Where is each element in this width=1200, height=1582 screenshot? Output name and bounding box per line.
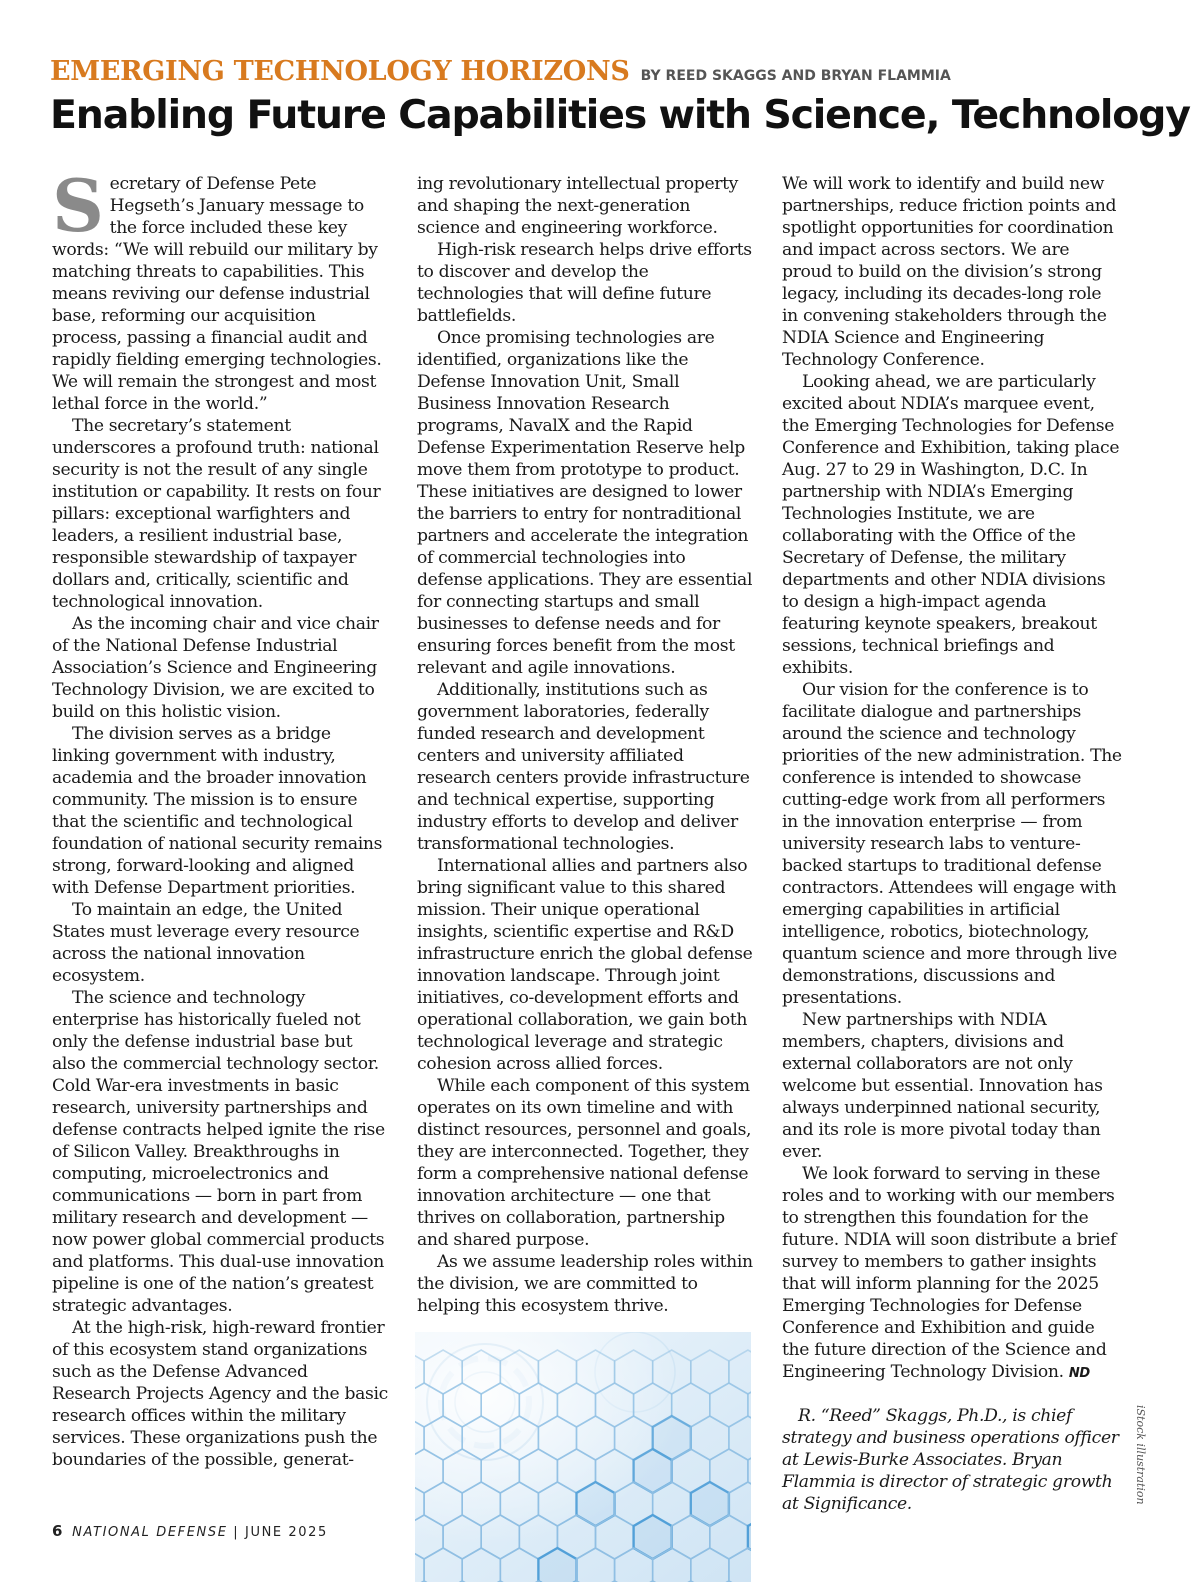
paragraph: International allies and partners also bring significant value to this shared mission. Their unique operational insights, scientific expertise and R&D infrastructure enrich the global defense innovation landscape. Through joint initiatives, co-development efforts and operational collaboration, we gain both technological leverage and strategic cohesion across allied forces. <box>417 856 753 1074</box>
kicker-row <box>50 58 1160 85</box>
paragraph: Looking ahead, we are particularly excited about NDIA’s marquee event, the Emerging Technologies for Defense Conference and Exhibition, taking place Aug. 27 to 29 in Washington, D.C. In partnership with NDIA’s Emerging Technologies Institute, we are collaborating with the Office of the Secretary of Defense, the military departments and other NDIA divisions to design a high-impact agenda featuring keynote speakers, breakout sessions, technical briefings and exhibits. <box>782 372 1120 678</box>
paragraph: High-risk research helps drive efforts to discover and develop the technologies that will define future battlefields. <box>417 240 752 326</box>
illustration-svg <box>415 1332 751 1582</box>
author-bio: R. “Reed” Skaggs, Ph.D., is chief strategy and business operations officer at Lewis-Burke Associates. Bryan Flammia is director of strategic growth at Significance. <box>782 1406 1119 1514</box>
paragraph: While each component of this system operates on its own timeline and with distinct resources, personnel and goals, they are interconnected. Together, they form a comprehensive national defense innovation architecture — one that thrives on collaboration, partnership and shared purpose. <box>417 1076 752 1250</box>
image-credit: iStock illustration <box>1134 1405 1147 1505</box>
paragraph: Secretary of Defense Pete Hegseth’s January message to the force included these key words: “We will rebuild our military by matching threats to capabilities. This means reviving our defense industrial base, reforming our acquisition process, passing a financial audit and rapidly fielding emerging technologies. We will remain the strongest and most lethal force in the world.” <box>52 163 382 414</box>
paragraph: As we assume leadership roles within the division, we are committed to helping this ecosystem thrive. <box>417 1252 753 1316</box>
article-header <box>50 56 1190 138</box>
paragraph: As the incoming chair and vice chair of the National Defense Industrial Association’s Science and Engineering Technology Division, we are excited to build on this holistic vision. <box>52 614 379 722</box>
article-column-1 <box>52 163 388 1471</box>
hexagon-shape <box>634 1449 672 1493</box>
paragraph: We look forward to serving in these roles and to working with our members to strengthen this foundation for the future. NDIA will soon distribute a brief survey to members to gather insights that will inform planning for the 2025 Emerging Technologies for Defense Conference and Exhibition and guide the future direction of the Science and Engineering Technology Division. ND <box>782 1164 1117 1382</box>
section-kicker: EMERGING TECHNOLOGY HORIZONS <box>50 56 630 87</box>
paragraph: Additionally, institutions such as government laboratories, federally funded research and development centers and university affiliated research centers provide infrastructure and technical expertise, supporting industry efforts to develop and deliver transformational technologies. <box>417 680 750 854</box>
end-mark: ND <box>1068 1366 1090 1381</box>
hexagon-shape <box>691 1482 729 1526</box>
article-column-2 <box>417 173 753 1317</box>
paragraph: We will work to identify and build new partnerships, reduce friction points and spotlight opportunities for coordination and impact across sectors. We are proud to build on the division’s strong legacy, including its decades-long role in convening stakeholders through the NDIA Science and Engineering Technology Conference. <box>782 174 1117 370</box>
page-footer <box>52 1522 328 1540</box>
paragraph: ing revolutionary intellectual property and shaping the next-generation science and engineering workforce. <box>417 174 739 238</box>
hexagon-network-illustration <box>415 1332 751 1582</box>
hexagon-shape <box>634 1515 672 1559</box>
paragraph: The science and technology enterprise has historically fueled not only the defense industrial base but also the commercial technology sector. Cold War-era investments in basic research, university partnerships and defense contracts helped ignite the rise of Silicon Valley. Breakthroughs in computing, microelectronics and communications — born in part from military research and development — now power global commercial products and platforms. This dual-use innovation pipeline is one of the nation’s greatest strategic advantages. <box>52 988 385 1316</box>
paragraph: To maintain an edge, the United States must leverage every resource across the national innovation ecosystem. <box>52 900 360 986</box>
page-number: 6 <box>52 1522 63 1540</box>
headline: Enabling Future Capabilities with Science, Technology <box>50 92 1190 138</box>
paragraph: At the high-risk, high-reward frontier of this ecosystem stand organizations such as the Defense Advanced Research Projects Agency and the basic research offices within the military services. These organizations push the boundaries of the possible, generat- <box>52 1318 388 1470</box>
paragraph: The secretary’s statement underscores a profound truth: national security is not the result of any single institution or capability. It rests on four pillars: exceptional warfighters and leaders, a resilient industrial base, responsible stewardship of taxpayer dollars and, critically, scientific and technological innovation. <box>52 416 381 612</box>
paragraph: The division serves as a bridge linking government with industry, academia and the broader innovation community. The mission is to ensure that the scientific and technological foundation of national security remains strong, forward-looking and aligned with Defense Department priorities. <box>52 724 383 898</box>
paragraph: Once promising technologies are identified, organizations like the Defense Innovation Unit, Small Business Innovation Research programs, NavalX and the Rapid Defense Experimentation Reserve help move them from prototype to product. These initiatives are designed to lower the barriers to entry for nontraditional partners and accelerate the integration of commercial technologies into defense applications. They are essential for connecting startups and small businesses to defense needs and for ensuring forces benefit from the most relevant and agile innovations. <box>417 328 753 678</box>
publication-name: NATIONAL DEFENSE <box>72 1525 228 1540</box>
footer-separator: | <box>233 1525 240 1540</box>
hexagon-shape <box>577 1482 615 1526</box>
issue-date: JUNE 2025 <box>245 1525 328 1540</box>
paragraph: New partnerships with NDIA members, chapters, divisions and external collaborators are not only welcome but essential. Innovation has always underpinned national security, and its role is more pivotal today than ever. <box>782 1010 1103 1162</box>
byline: BY REED SKAGGS AND BRYAN FLAMMIA <box>640 68 951 84</box>
article-column-3 <box>782 173 1122 1515</box>
drop-cap: S <box>52 163 104 248</box>
paragraph: Our vision for the conference is to facilitate dialogue and partnerships around the science and technology priorities of the new administration. The conference is intended to showcase cutting-edge work from all performers in the innovation enterprise — from university research labs to venture-backed startups to traditional defense contractors. Attendees will engage with emerging capabilities in artificial intelligence, robotics, biotechnology, quantum science and more through live demonstrations, discussions and presentations. <box>782 680 1122 1008</box>
